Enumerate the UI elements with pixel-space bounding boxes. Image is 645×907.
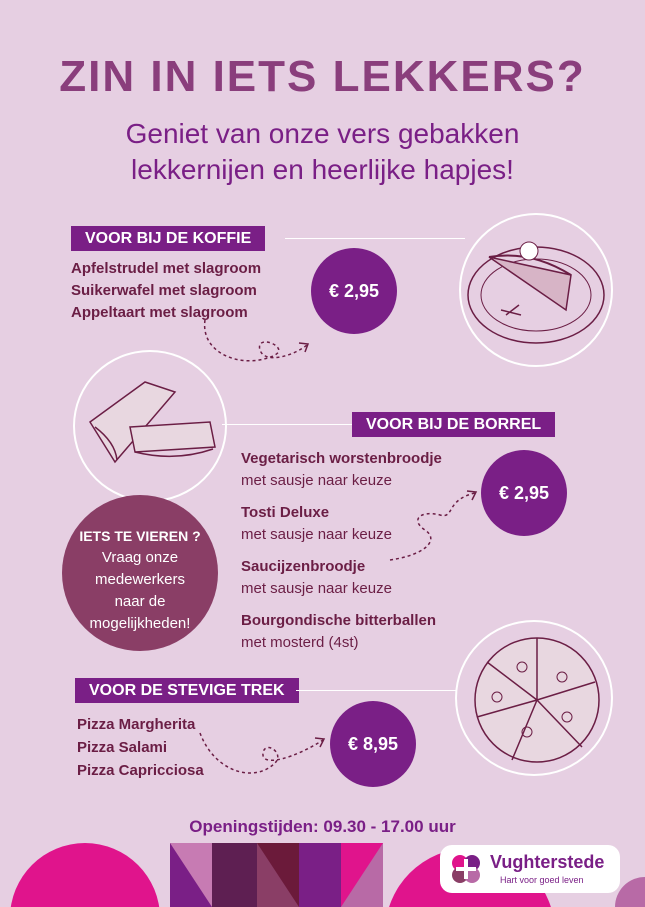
borrel-item-name: Vegetarisch worstenbroodje — [241, 450, 442, 467]
borrel-item-detail: met sausje naar keuze — [241, 580, 392, 597]
pie-illustration — [459, 213, 613, 367]
koffie-divider — [285, 238, 465, 239]
koffie-heading: VOOR BIJ DE KOFFIE — [71, 226, 265, 251]
trek-item: Pizza Salami — [77, 739, 168, 756]
borrel-divider — [222, 424, 352, 425]
subtitle-line-2: lekkernijen en heerlijke hapjes! — [131, 154, 514, 185]
celebration-text: mogelijkheden! — [89, 615, 191, 632]
trek-price-badge: € 8,95 — [330, 701, 416, 787]
tosti-illustration — [73, 350, 227, 502]
borrel-item-name: Saucijzenbroodje — [241, 558, 366, 575]
borrel-item-detail: met sausje naar keuze — [241, 472, 392, 489]
trek-divider — [296, 690, 456, 691]
opening-hours: Openingstijden: 09.30 - 17.00 uur — [189, 817, 456, 836]
dashed-arrow-icon — [195, 728, 330, 783]
celebration-text: Vraag onze — [101, 549, 179, 566]
borrel-heading: VOOR BIJ DE BORREL — [352, 412, 555, 437]
brand-tagline: Hart voor goed leven — [500, 875, 584, 885]
trek-item: Pizza Margherita — [77, 716, 196, 733]
page-title: ZIN IN IETS LEKKERS? — [59, 52, 586, 101]
borrel-item-name: Bourgondische bitterballen — [241, 612, 437, 629]
celebration-heading: IETS TE VIEREN ? — [79, 528, 201, 544]
koffie-price-badge: € 2,95 — [311, 248, 397, 334]
trek-item: Pizza Capricciosa — [77, 762, 204, 779]
borrel-item-detail: met mosterd (4st) — [241, 634, 359, 651]
page-subtitle — [0, 116, 645, 188]
borrel-price-badge: € 2,95 — [481, 450, 567, 536]
pizza-illustration — [455, 620, 613, 776]
trek-heading: VOOR DE STEVIGE TREK — [75, 678, 299, 703]
dashed-arrow-icon — [385, 485, 485, 565]
koffie-item: Apfelstrudel met slagroom — [71, 260, 262, 277]
tosti-icon — [75, 352, 225, 500]
borrel-item-name: Tosti Deluxe — [241, 504, 330, 521]
celebration-text: medewerkers — [94, 571, 186, 588]
borrel-item-detail: met sausje naar keuze — [241, 526, 392, 543]
clover-logo-icon — [448, 851, 484, 887]
koffie-item: Suikerwafel met slagroom — [71, 282, 257, 299]
subtitle-line-1: Geniet van onze vers gebakken — [125, 118, 520, 149]
celebration-callout — [62, 495, 218, 651]
celebration-text: naar de — [114, 593, 166, 610]
pie-slice-icon — [461, 215, 611, 365]
koffie-item: Appeltaart met slagroom — [71, 304, 248, 321]
brand-name: Vughterstede — [490, 852, 605, 872]
brand-logo — [440, 845, 620, 893]
dashed-arrow-icon — [195, 315, 315, 375]
pizza-icon — [457, 622, 611, 774]
